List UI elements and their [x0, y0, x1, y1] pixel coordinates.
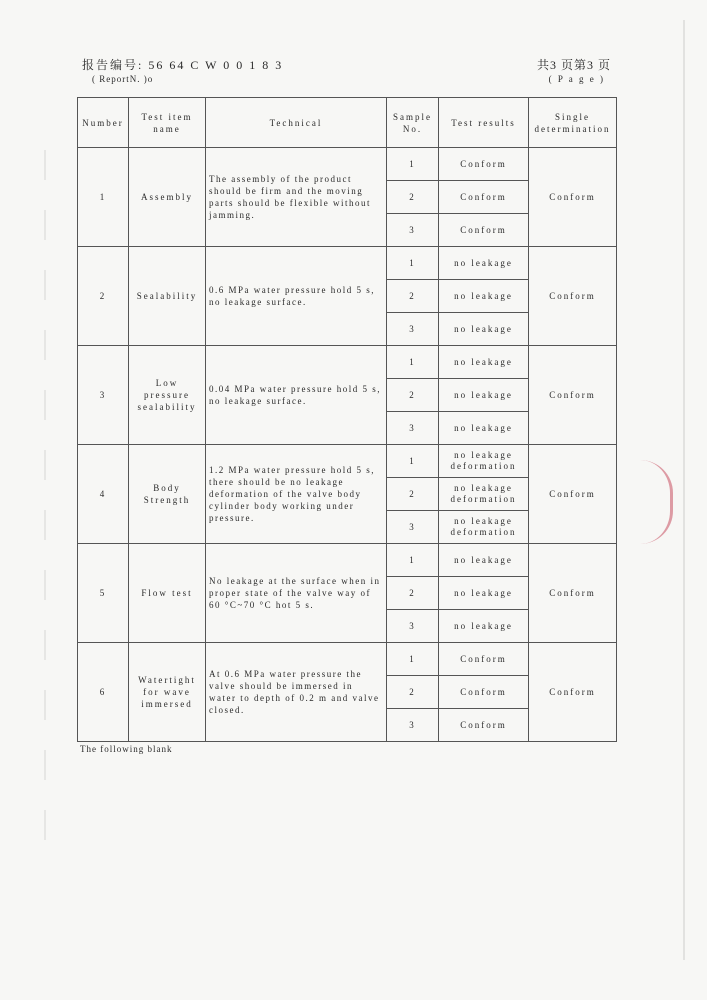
test-result: Conform: [439, 181, 529, 214]
report-number-sub: ( ReportN. )o: [92, 74, 154, 84]
header-number: Number: [78, 98, 129, 148]
test-result: no leakage: [439, 346, 529, 379]
page-number: [537, 56, 611, 84]
test-item: Assembly: [129, 148, 206, 247]
test-item: Watertight for wave immersed: [129, 643, 206, 742]
test-results-table: [77, 97, 617, 742]
test-result: no leakage deformation: [439, 511, 529, 544]
sample-number: 3: [387, 412, 439, 445]
page-edge: [683, 20, 685, 960]
single-determination: Conform: [529, 247, 617, 346]
test-item: Low pressure sealability: [129, 346, 206, 445]
sample-number: 2: [387, 379, 439, 412]
sample-number: 3: [387, 313, 439, 346]
technical-requirement: No leakage at the surface when in proper state of the valve way of 60 °C~70 °C hot 5 s.: [206, 544, 387, 643]
test-result: no leakage: [439, 313, 529, 346]
test-result: no leakage: [439, 280, 529, 313]
table-row: [78, 346, 617, 379]
sample-number: 3: [387, 709, 439, 742]
test-result: no leakage deformation: [439, 445, 529, 478]
report-number-label: 报告编号: 56 64 C W 0 0 1 8 3: [82, 58, 284, 72]
table-row: [78, 643, 617, 676]
sample-number: 1: [387, 643, 439, 676]
row-number: 1: [78, 148, 129, 247]
test-result: no leakage: [439, 544, 529, 577]
technical-requirement: 1.2 MPa water pressure hold 5 s, there should be no leakage deformation of the valve body cylinder body working under pressure.: [206, 445, 387, 544]
seal-stamp-fragment: [640, 460, 673, 544]
sample-number: 1: [387, 148, 439, 181]
sample-number: 2: [387, 181, 439, 214]
test-result: Conform: [439, 676, 529, 709]
technical-requirement: 0.6 MPa water pressure hold 5 s, no leakage surface.: [206, 247, 387, 346]
row-number: 5: [78, 544, 129, 643]
header-sample-no: Sample No.: [387, 98, 439, 148]
test-result: Conform: [439, 643, 529, 676]
test-result: no leakage: [439, 610, 529, 643]
test-result: no leakage: [439, 412, 529, 445]
technical-requirement: 0.04 MPa water pressure hold 5 s, no leakage surface.: [206, 346, 387, 445]
table-row: [78, 445, 617, 478]
sample-number: 1: [387, 445, 439, 478]
test-item: Flow test: [129, 544, 206, 643]
test-result: no leakage deformation: [439, 478, 529, 511]
footnote: The following blank: [80, 744, 173, 754]
test-result: no leakage: [439, 577, 529, 610]
row-number: 4: [78, 445, 129, 544]
test-item: Sealability: [129, 247, 206, 346]
header-single-determination: Single determination: [529, 98, 617, 148]
sample-number: 1: [387, 544, 439, 577]
sample-number: 2: [387, 577, 439, 610]
single-determination: Conform: [529, 544, 617, 643]
page-number-sub: ( P a g e ): [548, 74, 605, 84]
test-result: no leakage: [439, 247, 529, 280]
technical-requirement: At 0.6 MPa water pressure the valve should be immersed in water to depth of 0.2 m and valve closed.: [206, 643, 387, 742]
header-test-item: Test item name: [129, 98, 206, 148]
test-result: Conform: [439, 214, 529, 247]
page-number-label: 共3 页第3 页: [536, 58, 611, 72]
technical-requirement: The assembly of the product should be firm and the moving parts should be flexible without jamming.: [206, 148, 387, 247]
table-row: [78, 544, 617, 577]
test-result: no leakage: [439, 379, 529, 412]
sample-number: 2: [387, 478, 439, 511]
table-row: [78, 148, 617, 181]
sample-number: 3: [387, 214, 439, 247]
test-result: Conform: [439, 148, 529, 181]
row-number: 2: [78, 247, 129, 346]
sample-number: 2: [387, 676, 439, 709]
single-determination: Conform: [529, 445, 617, 544]
row-number: 3: [78, 346, 129, 445]
test-item: Body Strength: [129, 445, 206, 544]
sample-number: 3: [387, 610, 439, 643]
sample-number: 2: [387, 280, 439, 313]
sample-number: 1: [387, 247, 439, 280]
table-header-row: [78, 98, 617, 148]
row-number: 6: [78, 643, 129, 742]
page-edge: [44, 120, 46, 840]
header-technical: Technical: [206, 98, 387, 148]
single-determination: Conform: [529, 148, 617, 247]
report-number: [82, 56, 283, 84]
sample-number: 1: [387, 346, 439, 379]
test-result: Conform: [439, 709, 529, 742]
single-determination: Conform: [529, 346, 617, 445]
sample-number: 3: [387, 511, 439, 544]
table-row: [78, 247, 617, 280]
single-determination: Conform: [529, 643, 617, 742]
header-test-result: Test results: [439, 98, 529, 148]
